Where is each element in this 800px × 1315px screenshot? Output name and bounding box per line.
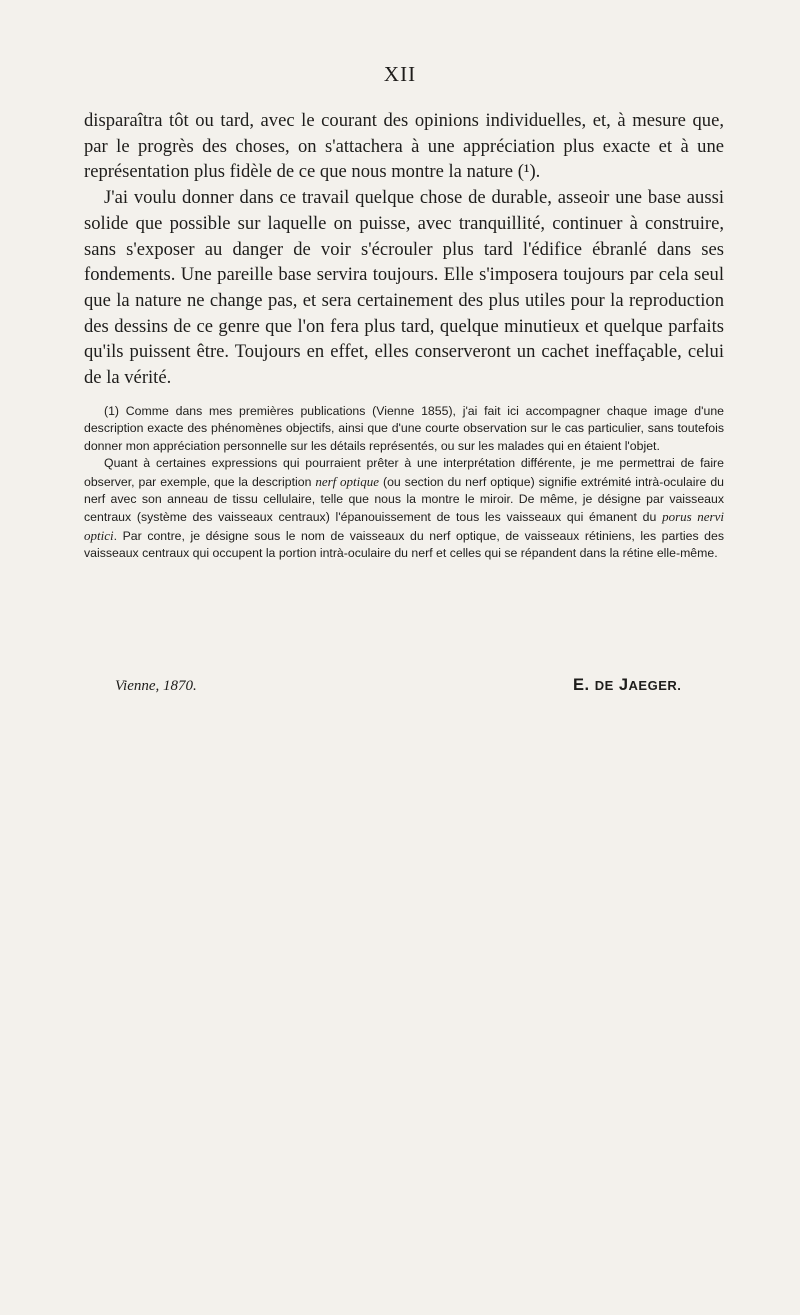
footnote-2-text-a: Quant à certaines expressions qui pourraient prêter à une interprétation différente, je me permettrai de faire observer, par exemple, que la description [84, 456, 724, 489]
footnote-2-italic-a: nerf optique [315, 473, 380, 489]
signature-place-date: Vienne, 1870. [115, 678, 197, 694]
author-initial: E. [573, 676, 590, 694]
footnote-2 [84, 455, 724, 562]
page-number: XII [383, 62, 417, 86]
signature-author [573, 676, 681, 695]
footnote-2-italic-b: porus nervi optici [84, 509, 724, 543]
main-text [84, 108, 724, 391]
footnote-2-text-b: (ou section du nerf optique) signifie extrémité intrà-oculaire du nerf avec son anneau de tissu cellulaire, telle que nous la montre le miroir. De même, je désigne par vaisseaux centraux (système des vaisseaux centraux) l'épanouissement de tous les vaisseaux qui émanent du [84, 474, 724, 525]
paragraph-1: disparaîtra tôt ou tard, avec le courant des opinions individuelles, et, à mesure que, par le progrès des choses, on s'attachera à une appréciation plus exacte et à une représentation plus fidèle de ce que nous montre la nature (¹). [84, 110, 724, 183]
footnotes [84, 403, 724, 563]
author-name-rest: AEGER. [628, 678, 682, 693]
footnote-1: (1) Comme dans mes premières publications (Vienne 1855), j'ai fait ici accompagner chaque image d'une description exacte des phénomènes objectifs, ainsi que d'une courte observation sur le cas particulier, sans toutefois donner mon appréciation personnelle sur les détails représentés, ou sur les malades qui en étaient l'objet. [84, 404, 724, 453]
author-name-first: J [618, 676, 629, 694]
footnote-2-text-c: . Par contre, je désigne sous le nom de vaisseaux du nerf optique, de vaisseaux rétiniens, les parties des vaisseaux centraux qui occupent la portion intrà-oculaire du nerf et celles qui se répandent dans la rétine elle-même. [84, 528, 724, 561]
paragraph-2: J'ai voulu donner dans ce travail quelque chose de durable, asseoir une base aussi solide que possible sur laquelle on puisse, avec tranquillité, continuer à construire, sans s'exposer au danger de voir s'écrouler plus tard l'édifice ébranlé dans ses fondements. Une pareille base servira toujours. Elle s'imposera toujours par cela seul que la nature ne change pas, et sera certainement des plus utiles pour la reproduction des dessins de ce genre que l'on fera plus tard, quelque minutieux et quelque parfaits qu'ils puissent être. Toujours en effet, elles conserveront un cachet ineffaçable, celui de la vérité. [84, 187, 724, 389]
author-particle: DE [594, 678, 614, 693]
